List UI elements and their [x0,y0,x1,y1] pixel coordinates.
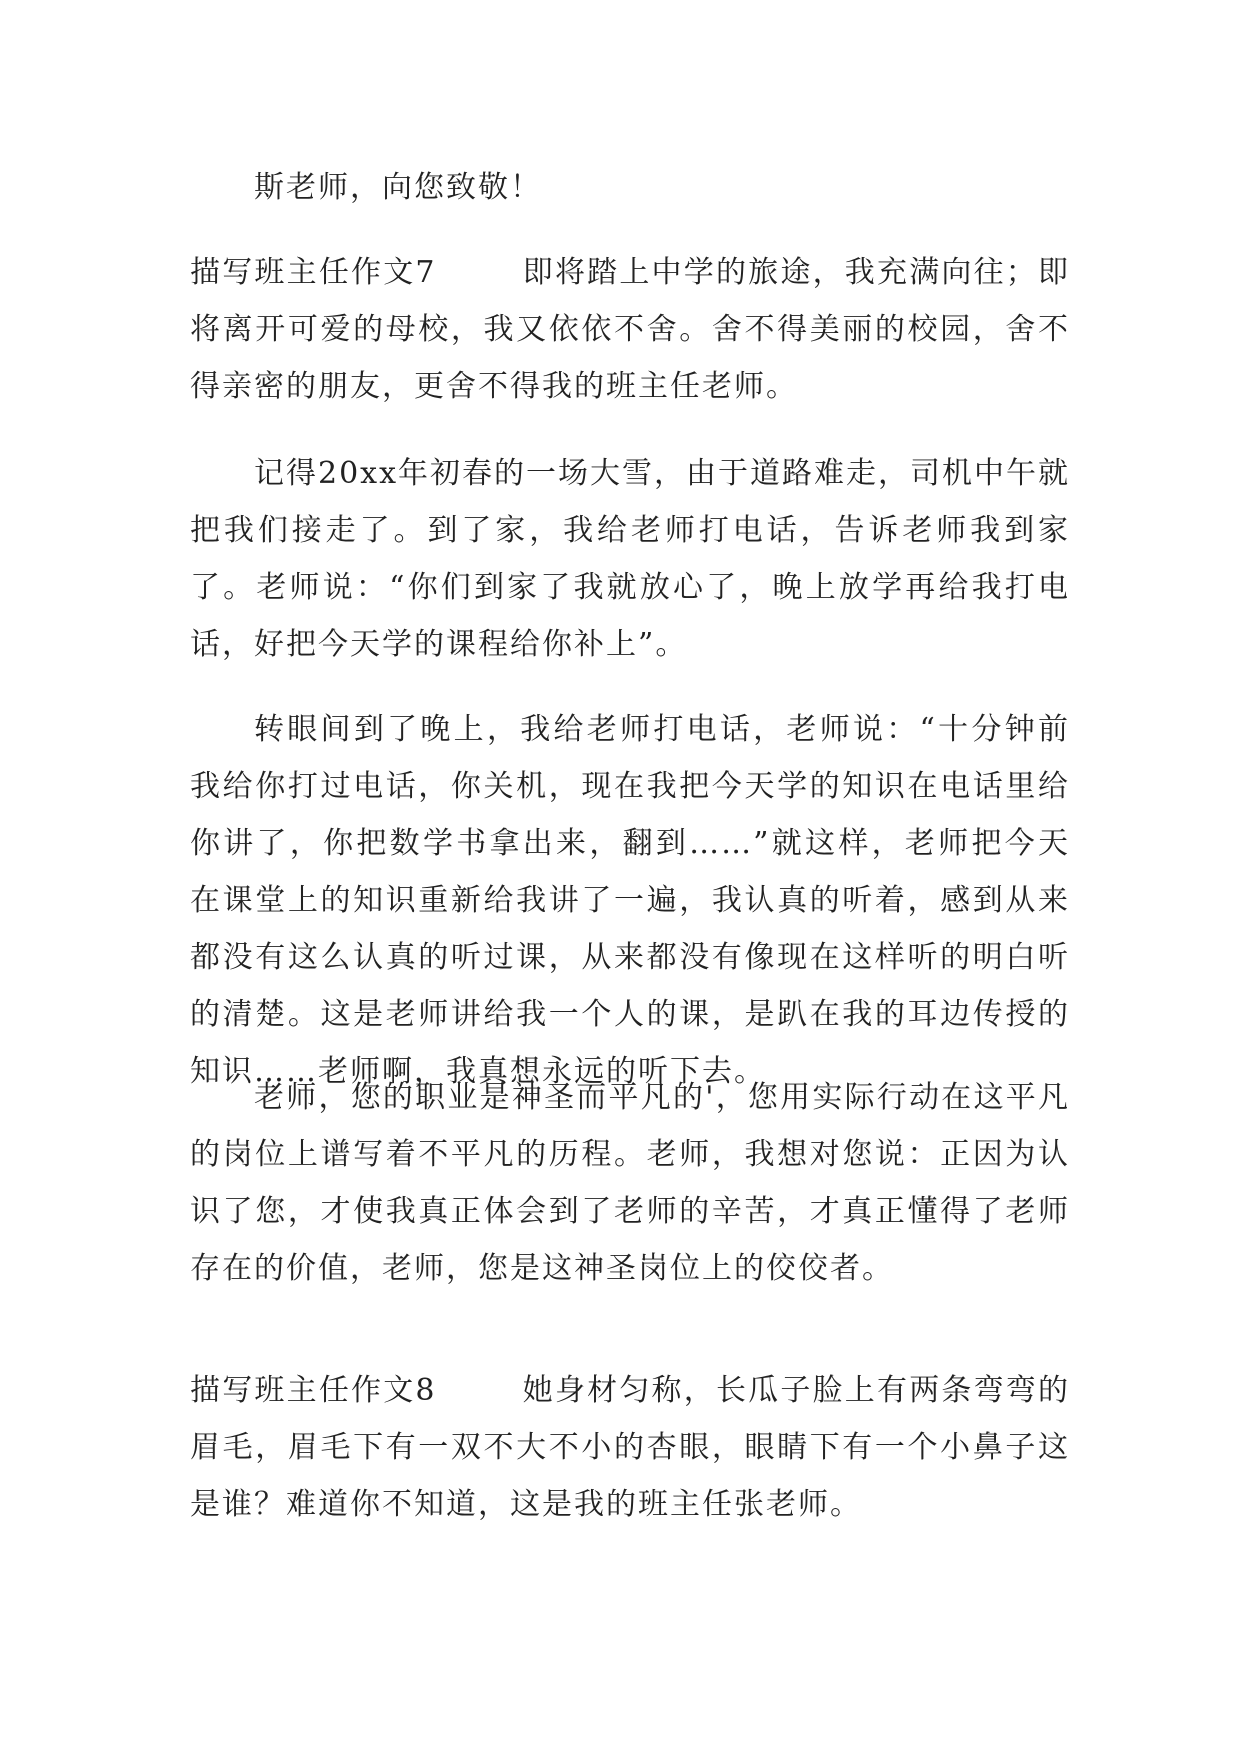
paragraph-tribute [190,1069,1070,1297]
essay-heading-8: 描写班主任作文8 [190,1373,437,1408]
paragraph-phone-lesson [190,701,1070,1100]
paragraph-text: 老师，您的职业是神圣而平凡的'，您用实际行动在这平凡的岗位上谱写着不平凡的历程。老师，我想对您说：正因为认识了您，才使我真正体会到了老师的辛苦，才真正懂得了老师存在的价值，老师，您是这神圣岗位上的佼佼者。 [190,1080,1070,1286]
paragraph-essay-7-intro [190,244,1070,415]
paragraph-text: 即将踏上中学的旅途，我充满向往；即将离开可爱的母校，我又依依不舍。舍不得美丽的校园，舍不得亲密的朋友，更舍不得我的班主任老师。 [190,255,1071,404]
paragraph-text: 记得20xx年初春的一场大雪，由于道路难走，司机中午就把我们接走了。到了家，我给老师打电话，告诉老师我到家了。老师说：“你们到家了我就放心了，晚上放学再给我打电话，好把今天学的课程给你补上”。 [190,456,1071,662]
paragraph-text: 斯老师，向您致敬！ [254,170,542,205]
paragraph-essay-8-intro [190,1362,1070,1533]
essay-heading-7: 描写班主任作文7 [190,255,437,290]
paragraph-text: 转眼间到了晚上，我给老师打电话，老师说：“十分钟前我给你打过电话，你关机，现在我把今天学的知识在电话里给你讲了，你把数学书拿出来，翻到……”就这样，老师把今天在课堂上的知识重新给我讲了一遍，我认真的听着，感到从来都没有这么认真的听过课，从来都没有像现在这样听的明白听的清楚。这是老师讲给我一个人的课，是趴在我的耳边传授的知识……老师啊，我真想永远的听下去。 [190,712,1070,1089]
paragraph-closing-salute [190,159,1070,216]
paragraph-snow-day [190,445,1070,673]
paragraph-text: 她身材匀称，长瓜子脸上有两条弯弯的眉毛，眉毛下有一双不大不小的杏眼，眼睛下有一个小鼻子这是谁？难道你不知道，这是我的班主任张老师。 [190,1373,1071,1522]
